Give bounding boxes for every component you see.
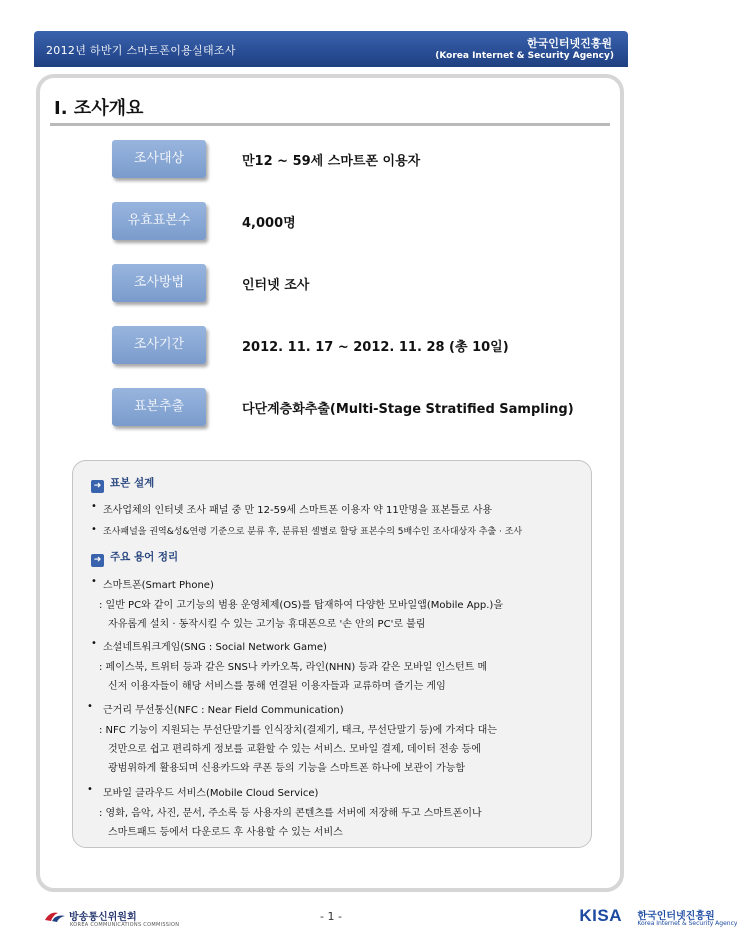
term-desc: 자유롭게 설치 · 동작시킬 수 있는 고기능 휴대폰으로 '손 안의 PC'로 불림	[108, 619, 426, 630]
term-desc: : NFC 기능이 지원되는 무선단말기를 인식장치(결제기, 태크, 무선단말기 등)에 가져다 대는	[99, 725, 497, 736]
section-divider	[50, 123, 610, 126]
kcc-name: 방송통신위원회	[69, 912, 137, 923]
term-desc: 스마트패드 등에서 다운로드 후 사용할 수 있는 서비스	[108, 827, 343, 838]
row-value: 인터넷 조사	[242, 278, 310, 293]
row-label: 유효표본수	[112, 202, 206, 240]
sample-design-heading: ➜ 표본 설계	[91, 475, 154, 493]
term-title: 소셜네트워크게임(SNG : Social Network Game)	[103, 642, 327, 653]
sample-design-item: 조사업체의 인터넷 조사 패널 중 만 12-59세 스마트폰 이용자 약 11만명을 표본틀로 사용	[103, 505, 493, 516]
term-desc: : 페이스북, 트위터 등과 같은 SNS나 카카오톡, 라인(NHN) 등과 같은 모바일 인스턴트 메	[99, 662, 488, 673]
term-desc: 것만으로 쉽고 편리하게 정보를 교환할 수 있는 서비스. 모바일 결제, 데이터 전송 등에	[108, 744, 481, 755]
document-header	[34, 31, 628, 67]
header-org-name-en: (Korea Internet & Security Agency)	[435, 51, 614, 61]
survey-row-target	[112, 140, 552, 180]
term-desc: : 영화, 음악, 사진, 문서, 주소록 등 사용자의 콘텐츠를 서버에 저장해 두고 스마트폰이나	[99, 808, 482, 819]
term-title: 근거리 무선통신(NFC : Near Field Communication)	[103, 705, 344, 716]
bullet-icon: •	[87, 784, 93, 795]
document-footer	[0, 898, 737, 938]
term-desc: : 일반 PC와 같이 고기능의 범용 운영체제(OS)를 탑재하여 다양한 모바일앱(Mobile App.)을	[99, 600, 503, 611]
bullet-icon: •	[87, 701, 93, 712]
survey-row-sampling	[112, 388, 574, 428]
term-title: 스마트폰(Smart Phone)	[103, 580, 214, 591]
section-title: Ⅰ. 조사개요	[54, 98, 144, 119]
kisa-name: 한국인터넷진흥원	[637, 911, 715, 922]
bullet-icon: •	[91, 638, 97, 649]
arrow-right-icon: ➜	[91, 480, 104, 493]
kcc-name-en: KOREA COMMUNICATIONS COMMISSION	[70, 922, 180, 928]
row-label: 표본추출	[112, 388, 206, 426]
notes-box	[72, 460, 592, 848]
arrow-right-icon: ➜	[91, 554, 104, 567]
term-desc: 신저 이용자들이 해당 서비스를 통해 연결된 이용자들과 교류하며 즐기는 게임	[108, 681, 446, 692]
row-value: 4,000명	[242, 216, 296, 231]
term-desc: 광범위하게 활용되며 신용카드와 쿠폰 등의 기능을 스마트폰 하나에 보관이 가능함	[108, 763, 466, 774]
content-frame	[36, 74, 624, 892]
row-label: 조사기간	[112, 326, 206, 364]
row-value: 다단계층화추출(Multi-Stage Stratified Sampling)	[242, 402, 574, 417]
bullet-icon: •	[91, 576, 97, 587]
term-title: 모바일 클라우드 서비스(Mobile Cloud Service)	[103, 788, 319, 799]
kisa-name-en: Korea Internet & Security Agency	[637, 920, 737, 927]
row-label: 조사대상	[112, 140, 206, 178]
kisa-logo	[579, 906, 737, 927]
row-value: 2012. 11. 17 ~ 2012. 11. 28 (총 10일)	[242, 340, 509, 355]
row-label: 조사방법	[112, 264, 206, 302]
page-number: - 1 -	[320, 910, 342, 923]
bullet-icon: •	[91, 524, 97, 535]
survey-row-method	[112, 264, 552, 304]
row-value: 만12 ~ 59세 스마트폰 이용자	[242, 154, 421, 169]
survey-row-period	[112, 326, 552, 366]
sample-design-item: 조사패널을 권역&성&연령 기준으로 분류 후, 분류된 셀별로 할당 표본수의 5배수인 조사대상자 추출 · 조사	[103, 527, 523, 537]
survey-row-sample-size	[112, 202, 552, 242]
bullet-icon: •	[91, 501, 97, 512]
terms-heading: ➜ 주요 용어 정리	[91, 549, 178, 567]
header-survey-title: 2012년 하반기 스마트폰이용실태조사	[46, 44, 236, 57]
kisa-wordmark: KISA	[579, 906, 622, 925]
header-org-name: 한국인터넷진흥원	[526, 37, 612, 50]
